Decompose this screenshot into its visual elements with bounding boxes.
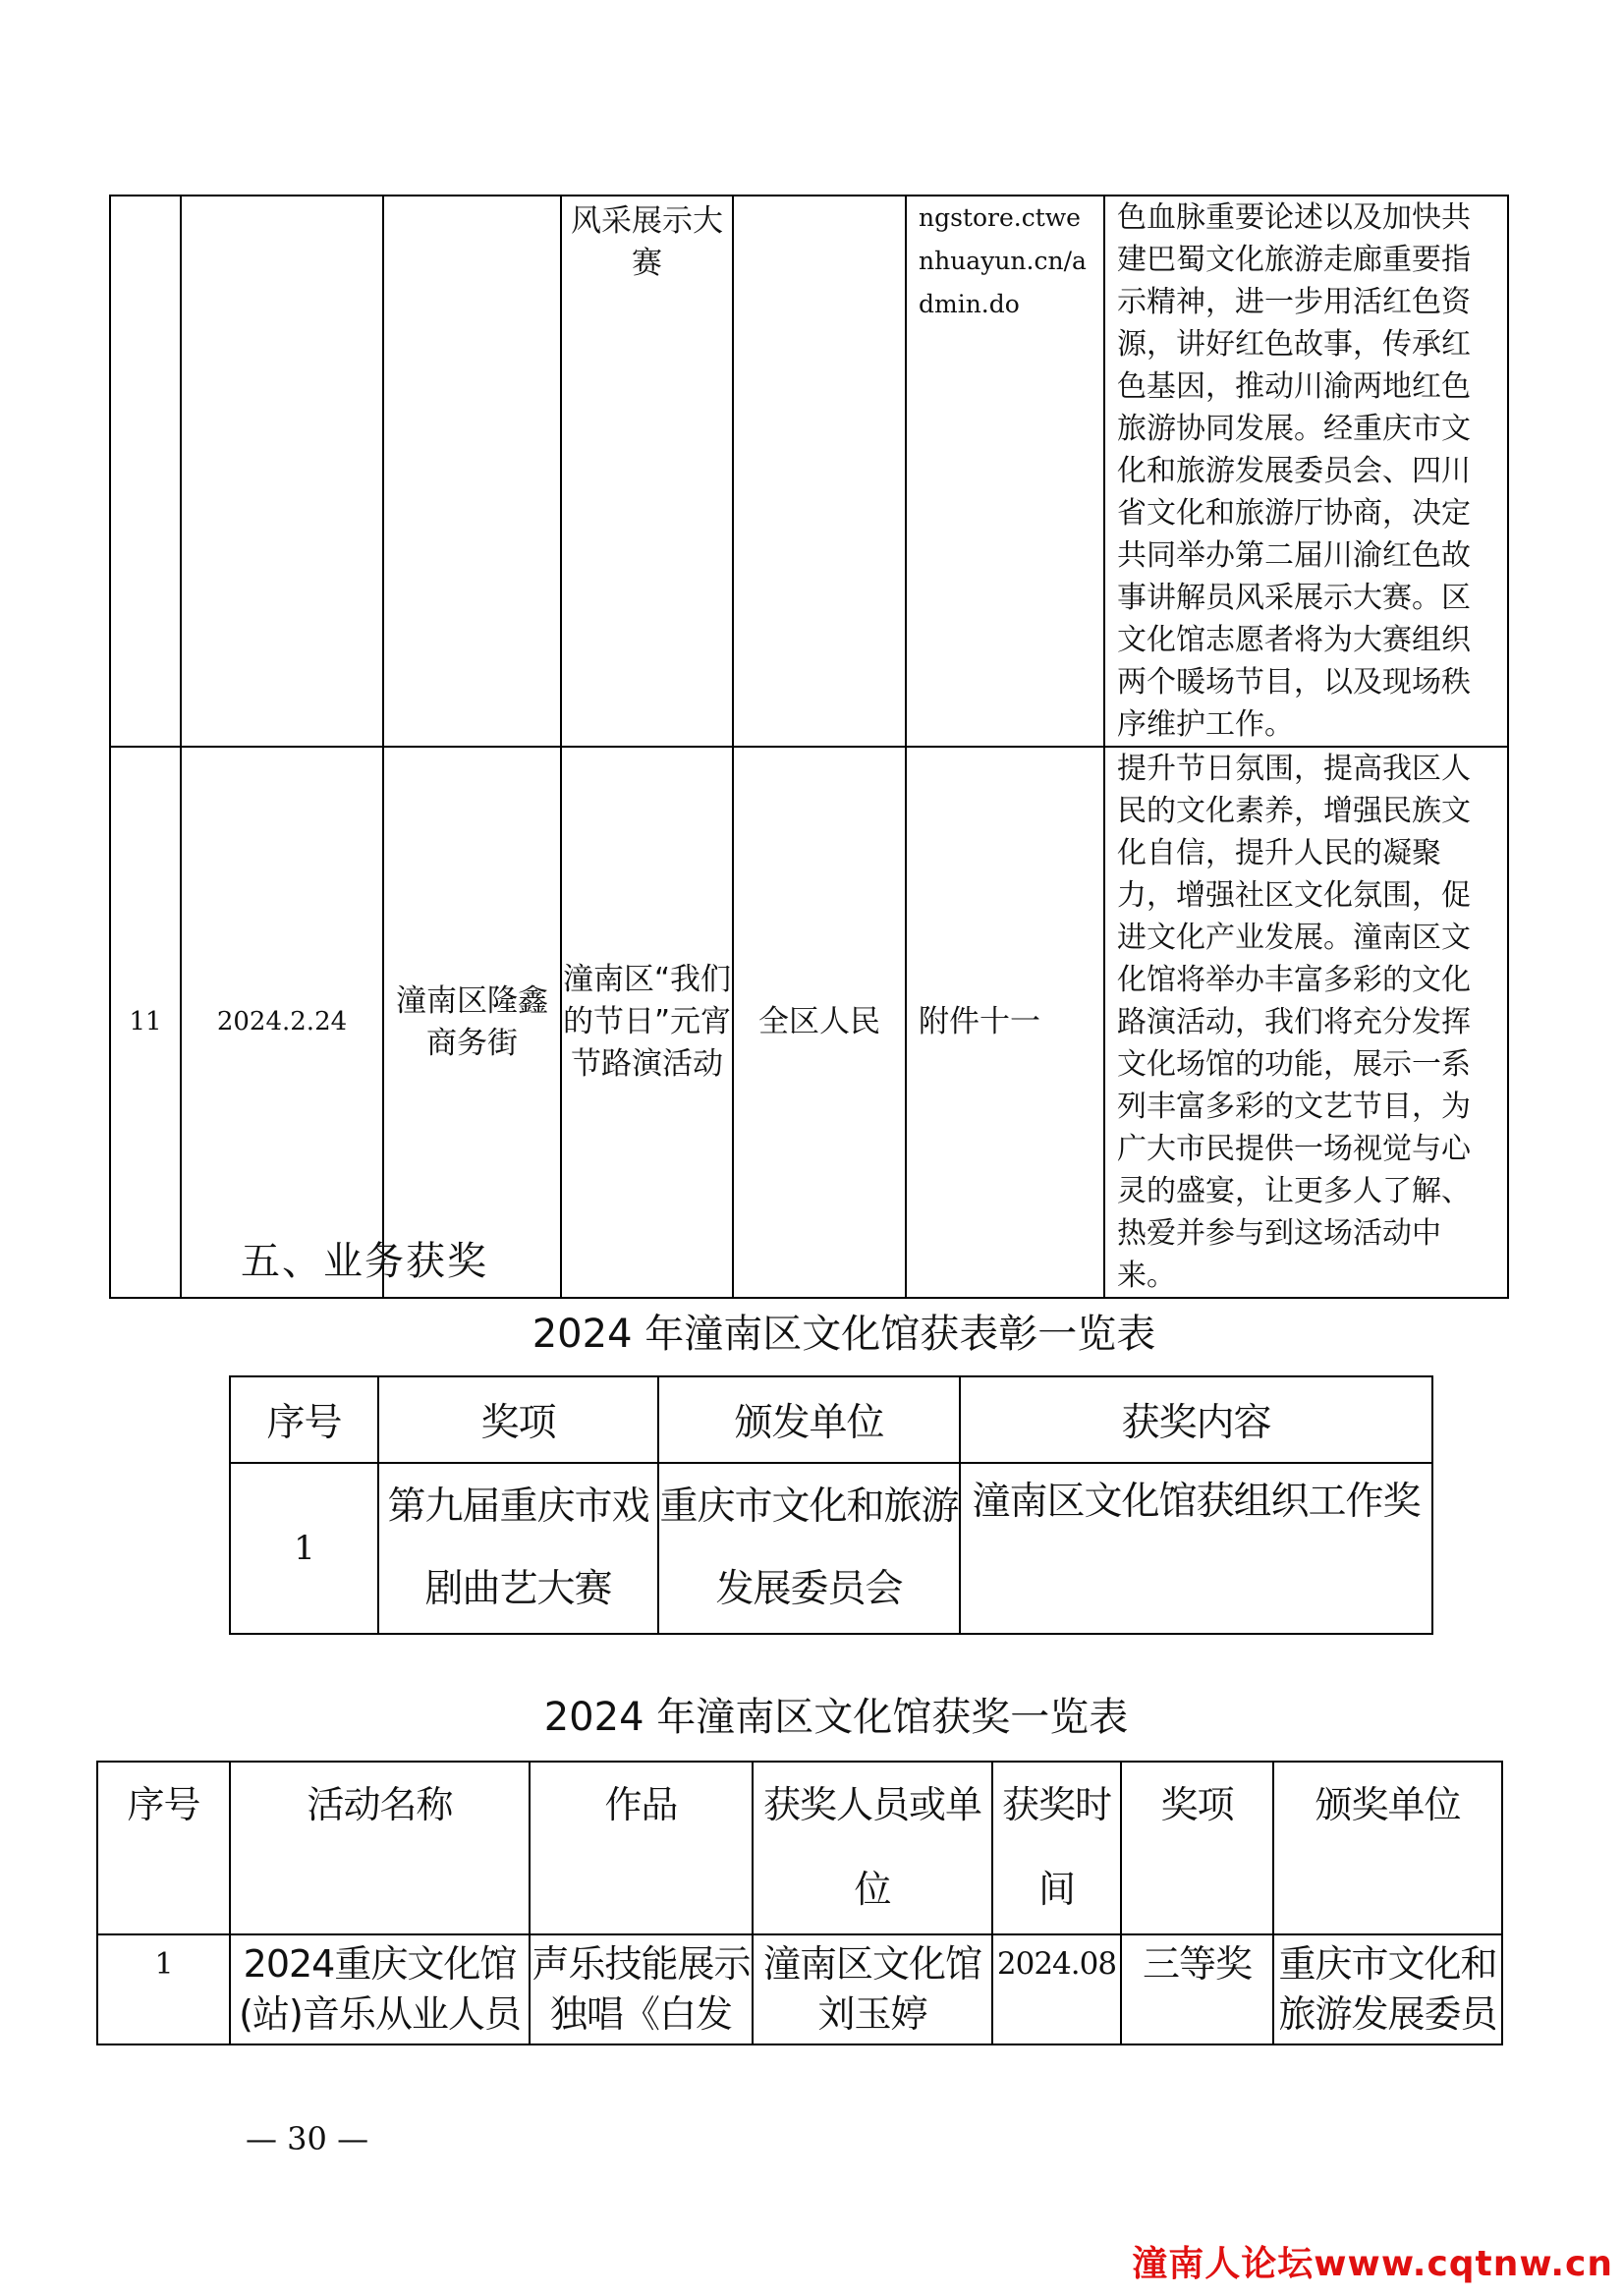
row-number: 11 [110, 747, 181, 1298]
table-row [110, 196, 1508, 747]
column-header: 获奖时间 [992, 1762, 1121, 1934]
activity-name: 潼南区“我们的节日”元宵节路演活动 [561, 747, 733, 1298]
activity-description: 提升节日氛围，提高我区人民的文化素养，增强民族文化自信，提升人民的凝聚力，增强社区文化氛围，促进文化产业发展。潼南区文化馆将举办丰富多彩的文化路演活动，我们将充分发挥文化场馆的功能，展示一系列丰富多彩的文艺节目，为广大市民提供一场视觉与心灵的盛宴，让更多人了解、热爱并参与到这场活动中来。 [1104, 747, 1508, 1298]
row-number: 1 [97, 1934, 230, 2044]
column-header: 奖项 [378, 1376, 658, 1463]
column-header: 颁奖单位 [1273, 1762, 1502, 1934]
activity-attachment-link: ngstore.ctwenhuayun.cn/admin.do [906, 196, 1104, 747]
award-name: 第九届重庆市戏剧曲艺大赛 [378, 1463, 658, 1634]
award-table-title: 2024 年潼南区文化馆获奖一览表 [543, 1695, 1129, 1740]
row-number [110, 196, 181, 747]
table-row [230, 1463, 1432, 1634]
activity-date [181, 196, 383, 747]
table-row [110, 747, 1508, 1298]
activity-audience [733, 196, 906, 747]
column-header: 获奖人员或单位 [753, 1762, 992, 1934]
activity-location [383, 196, 561, 747]
page-number: — 30 — [246, 2120, 369, 2157]
activity-name: 2024重庆文化馆(站)音乐从业人员 [230, 1934, 530, 2044]
activity-table [109, 195, 1509, 1299]
activity-name: 风采展示大赛 [561, 196, 733, 747]
column-header: 奖项 [1121, 1762, 1273, 1934]
award-prize: 三等奖 [1121, 1934, 1273, 2044]
award-issuer: 重庆市文化和旅游发展委员 [1273, 1934, 1502, 2044]
column-header: 获奖内容 [960, 1376, 1432, 1463]
award-work: 声乐技能展示独唱《白发 [530, 1934, 753, 2044]
table-row [97, 1934, 1502, 2044]
issuing-unit: 重庆市文化和旅游发展委员会 [658, 1463, 960, 1634]
award-table [96, 1761, 1503, 2045]
column-header: 作品 [530, 1762, 753, 1934]
activity-location: 潼南区隆鑫商务街 [383, 747, 561, 1298]
table-header-row [97, 1762, 1502, 1934]
activity-audience: 全区人民 [733, 747, 906, 1298]
column-header: 活动名称 [230, 1762, 530, 1934]
activity-date: 2024.2.24 [181, 747, 383, 1298]
section-heading: 五、业务获奖 [241, 1239, 488, 1284]
column-header: 颁发单位 [658, 1376, 960, 1463]
award-content: 潼南区文化馆获组织工作奖 [960, 1463, 1432, 1634]
activity-attachment: 附件十一 [906, 747, 1104, 1298]
award-time: 2024.08 [992, 1934, 1121, 2044]
table-header-row [230, 1376, 1432, 1463]
activity-description: 色血脉重要论述以及加快共建巴蜀文化旅游走廊重要指示精神，进一步用活红色资源，讲好红色故事，传承红色基因，推动川渝两地红色旅游协同发展。经重庆市文化和旅游发展委员会、四川省文化和旅游厅协商，决定共同举办第二届川渝红色故事讲解员风采展示大赛。区文化馆志愿者将为大赛组织两个暖场节目，以及现场秩序维护工作。 [1104, 196, 1508, 747]
award-winner: 潼南区文化馆刘玉婷 [753, 1934, 992, 2044]
site-watermark: 潼南人论坛www.cqtnw.cn [1132, 2244, 1613, 2284]
row-number: 1 [230, 1463, 378, 1634]
column-header: 序号 [230, 1376, 378, 1463]
commendation-table [229, 1375, 1433, 1635]
column-header: 序号 [97, 1762, 230, 1934]
commendation-table-title: 2024 年潼南区文化馆获表彰一览表 [532, 1312, 1156, 1357]
